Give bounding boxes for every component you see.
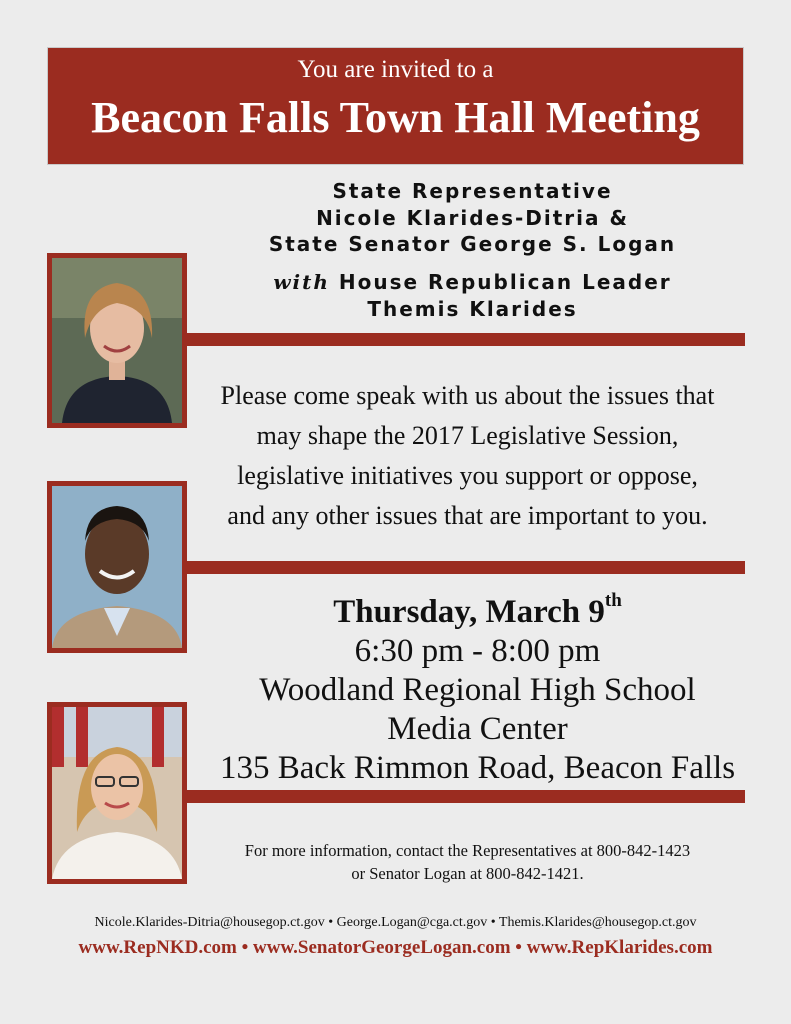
event-date — [190, 585, 765, 632]
guest-line-2: Themis Klarides — [367, 296, 578, 321]
contact-line-2: or Senator Logan at 800-842-1421. — [351, 864, 584, 883]
message-line-4: and any other issues that are important to you. — [227, 501, 708, 530]
event-title: Beacon Falls Town Hall Meeting — [91, 93, 700, 142]
portrait-2-icon — [52, 486, 182, 648]
message-line-1: Please come speak with us about the issues that — [220, 381, 715, 410]
title-banner — [47, 47, 744, 165]
guest-block — [205, 269, 740, 322]
event-time: 6:30 pm - 8:00 pm — [354, 633, 601, 669]
guest-title: House Republican Leader — [329, 270, 672, 294]
host-line-1: State Representative — [332, 179, 613, 203]
photo-nicole-klarides-ditria — [47, 253, 187, 428]
host-line-2: Nicole Klarides-Ditria & — [316, 205, 629, 230]
divider-bar-1 — [187, 333, 745, 346]
event-venue: Woodland Regional High School — [259, 672, 696, 708]
event-details — [190, 585, 765, 788]
portrait-1-icon — [52, 258, 182, 423]
invite-pre-title: You are invited to a — [297, 56, 494, 83]
website-links[interactable]: www.RepNKD.com • www.SenatorGeorgeLogan.com • www.RepKlarides.com — [78, 937, 713, 958]
contact-info — [190, 839, 745, 885]
photo-themis-klarides — [47, 702, 187, 884]
invitation-message — [190, 376, 745, 536]
divider-bar-2 — [187, 561, 745, 574]
message-line-3: legislative initiatives you support or oppose, — [237, 461, 698, 490]
event-address: 135 Back Rimmon Road, Beacon Falls — [219, 750, 736, 786]
guest-line-1 — [205, 269, 740, 296]
contact-line-1: For more information, contact the Representatives at 800-842-1423 — [244, 841, 691, 860]
divider-bar-3 — [187, 790, 745, 803]
event-date-text: Thursday, March 9 — [333, 594, 605, 630]
event-room: Media Center — [387, 711, 568, 747]
with-word: with — [273, 270, 330, 294]
message-line-2: may shape the 2017 Legislative Session, — [256, 421, 679, 450]
email-addresses[interactable]: Nicole.Klarides-Ditria@housegop.ct.gov • George.Logan@cga.ct.gov • Themis.Klarides@housegop.ct.gov — [94, 915, 697, 930]
portrait-3-icon — [52, 707, 182, 879]
photo-george-logan — [47, 481, 187, 653]
event-date-suffix: th — [604, 590, 622, 611]
hosts-block — [205, 178, 740, 258]
host-line-3: State Senator George S. Logan — [268, 232, 677, 256]
